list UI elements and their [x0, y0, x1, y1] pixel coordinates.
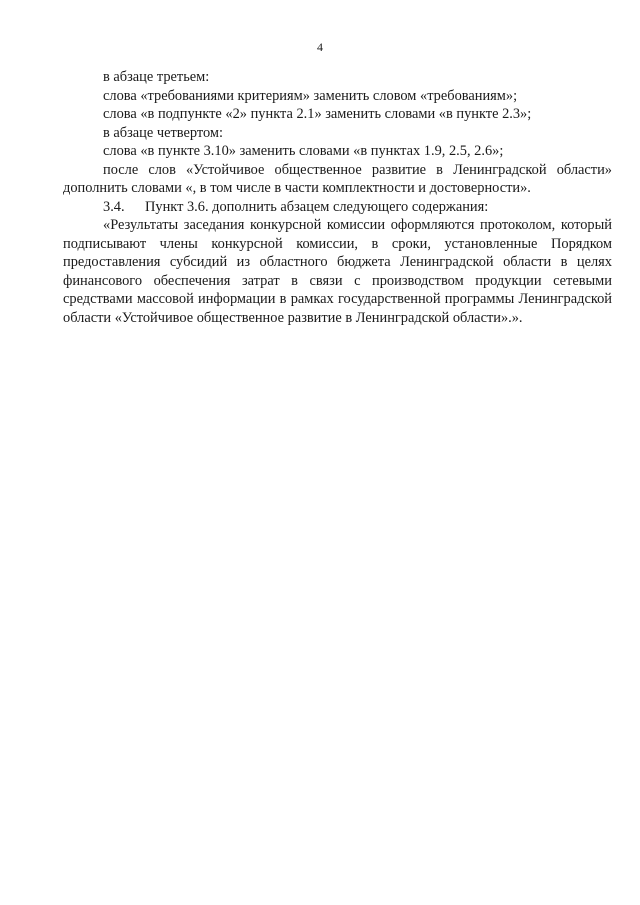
page-number: 4: [317, 40, 323, 54]
paragraph-replace-point-310: слова «в пункте 3.10» заменить словами «в пунктах 1.9, 2.5, 2.6»;: [103, 143, 504, 159]
paragraph-replace-subpoint: слова «в подпункте «2» пункта 2.1» заменить словами «в пункте 2.3»;: [103, 106, 532, 122]
item-text: Пункт 3.6. дополнить абзацем следующего содержания:: [145, 198, 489, 215]
paragraph-paragraph-three-heading: в абзаце третьем:: [103, 69, 210, 85]
paragraph-replace-criteria: слова «требованиями критериям» заменить словом «требованиям»;: [103, 87, 518, 104]
paragraph-quoted-amendment: «Результаты заседания конкурсной комиссии оформляются протоколом, который подписывают члены конкурсной комиссии, в сроки, установленные Порядком предоставления субсидий из областного бюджета Ленинградской области в целях финансового обеспечения затрат в связи с производством продукции сетевыми средствами массовой информации в рамках государственной программы Ленинградской области «Устойчивое общественное развитие в Ленинградской области».».: [63, 217, 612, 326]
item-number: 3.4.: [103, 198, 125, 215]
paragraph-item-3-4: [63, 198, 612, 217]
document-body: [63, 68, 612, 327]
paragraph-paragraph-four-heading: в абзаце четвертом:: [103, 124, 224, 141]
paragraph-supplement-words: после слов «Устойчивое общественное развитие в Ленинградской области» дополнить словами «, в том числе в части комплектности и достоверности».: [63, 161, 612, 196]
